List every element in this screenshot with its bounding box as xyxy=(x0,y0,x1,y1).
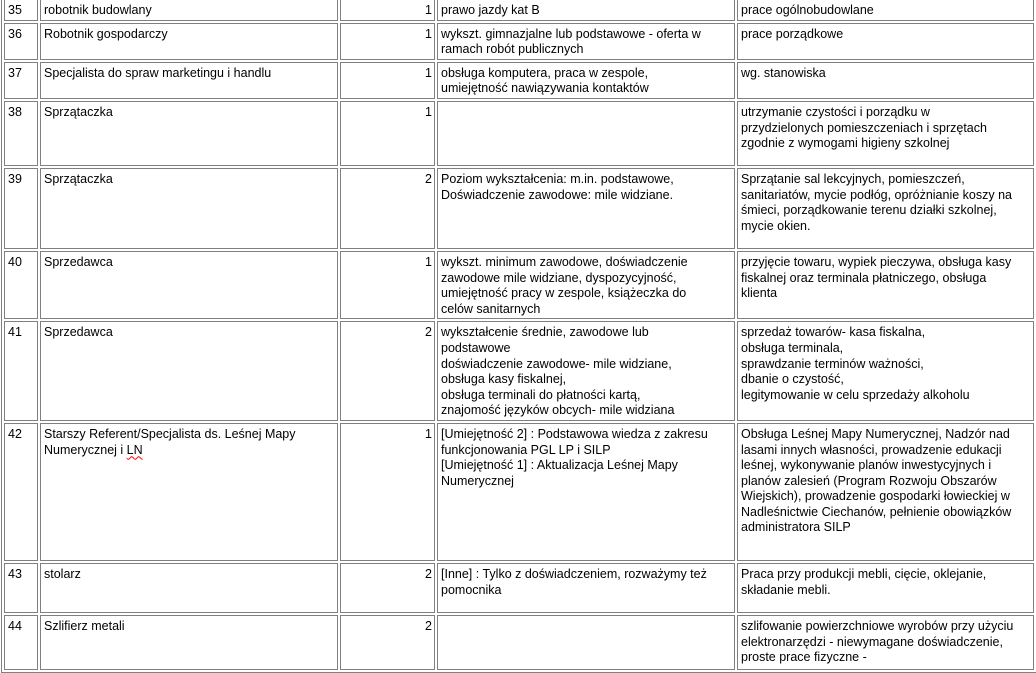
duties-line: śmieci, porządkowanie terenu działki szkolnej, xyxy=(741,203,997,218)
row-number-cell: 43 xyxy=(4,563,38,613)
table-row xyxy=(4,0,1034,21)
requirements-cell xyxy=(437,168,735,249)
duties-line: administratora SILP xyxy=(741,520,851,535)
position-line: robotnik budowlany xyxy=(44,3,152,17)
requirements-line: Numerycznej xyxy=(441,473,514,488)
requirements-line: obsługa kasy fiskalnej, xyxy=(441,372,567,387)
row-number-cell: 44 xyxy=(4,615,38,670)
position-cell xyxy=(40,62,338,99)
duties-line: obsługa terminala, xyxy=(741,340,844,355)
duties-line: Nadleśnictwie Ciechanów, pełnienie obowiązków xyxy=(741,504,1012,519)
table-row xyxy=(4,168,1034,249)
requirements-line: umiejętność pracy w zespole, książeczka do xyxy=(441,286,687,301)
duties-cell xyxy=(737,62,1034,99)
position-line: stolarz xyxy=(44,566,81,581)
position-cell xyxy=(40,423,338,561)
vacancy-count-cell: 1 xyxy=(340,251,435,319)
vacancy-count-cell: 1 xyxy=(340,23,435,60)
position-line: Sprzedawca xyxy=(44,325,113,340)
requirements-cell xyxy=(437,615,735,670)
requirements-cell xyxy=(437,423,735,561)
position-line: Robotnik gospodarczy xyxy=(44,26,168,41)
duties-line: przyjęcie towaru, wypiek pieczywa, obsługa kasy xyxy=(741,254,1012,269)
duties-line: planów zalesień (Program Rozwoju Obszarów xyxy=(741,473,997,488)
duties-line: zgodnie z wymogami higieny szkolnej xyxy=(741,136,950,151)
duties-line: leśnej, wykonywanie planów inwestycyjnych i xyxy=(741,458,992,473)
row-number-cell: 41 xyxy=(4,321,38,421)
requirements-line: [Inne] : Tylko z doświadczeniem, rozważymy też xyxy=(441,566,707,581)
requirements-cell xyxy=(437,101,735,166)
job-offers-body xyxy=(4,0,1034,670)
duties-line: prace ogólnobudowlane xyxy=(741,3,874,17)
requirements-cell xyxy=(437,0,735,21)
vacancy-count-cell: 2 xyxy=(340,321,435,421)
duties-line: fiskalnej oraz terminala płatniczego, obsługa xyxy=(741,270,987,285)
requirements-cell xyxy=(437,321,735,421)
position-line: Sprzedawca xyxy=(44,254,113,269)
duties-line: Wiejskich), prowadzenie gospodarki łowieckiej w xyxy=(741,489,1010,504)
duties-line: proste prace fizyczne - xyxy=(741,650,867,665)
row-number-cell: 37 xyxy=(4,62,38,99)
requirements-line: [Umiejętność 2] : Podstawowa wiedza z zakresu xyxy=(441,426,708,441)
requirements-line: doświadczenie zawodowe- mile widziane, xyxy=(441,356,672,371)
table-row xyxy=(4,62,1034,99)
position-cell xyxy=(40,615,338,670)
position-line: Numerycznej i LN xyxy=(44,442,143,457)
duties-line: Sprzątanie sal lekcyjnych, pomieszczeń, xyxy=(741,171,965,186)
vacancy-count-cell: 1 xyxy=(340,101,435,166)
position-line: Sprzątaczka xyxy=(44,104,113,119)
requirements-line: pomocnika xyxy=(441,582,502,597)
table-row xyxy=(4,563,1034,613)
row-number-cell: 42 xyxy=(4,423,38,561)
duties-line: Praca przy produkcji mebli, cięcie, oklejanie, xyxy=(741,566,987,581)
table-row xyxy=(4,423,1034,561)
requirements-line: wykształcenie średnie, zawodowe lub xyxy=(441,325,649,340)
position-cell xyxy=(40,168,338,249)
position-line: Specjalista do spraw marketingu i handlu xyxy=(44,65,272,80)
vacancy-count-cell: 2 xyxy=(340,563,435,613)
requirements-line: podstawowe xyxy=(441,340,511,355)
requirements-line: celów sanitarnych xyxy=(441,301,541,316)
duties-cell xyxy=(737,321,1034,421)
table-row xyxy=(4,615,1034,670)
table-row xyxy=(4,321,1034,421)
spellcheck-marked-word: LN xyxy=(126,442,143,457)
duties-line: prace porządkowe xyxy=(741,26,844,41)
position-line: Starszy Referent/Specjalista ds. Leśnej Mapy xyxy=(44,426,296,441)
vacancy-count-cell: 2 xyxy=(340,615,435,670)
position-line: Szlifierz metali xyxy=(44,618,125,633)
table-row xyxy=(4,101,1034,166)
position-cell xyxy=(40,563,338,613)
requirements-cell xyxy=(437,23,735,60)
duties-line: składanie mebli. xyxy=(741,582,831,597)
duties-line: sprzedaż towarów- kasa fiskalna, xyxy=(741,325,926,340)
position-cell xyxy=(40,0,338,21)
requirements-cell xyxy=(437,563,735,613)
row-number-cell: 38 xyxy=(4,101,38,166)
duties-line: utrzymanie czystości i porządku w xyxy=(741,104,930,119)
vacancy-count-cell: 2 xyxy=(340,168,435,249)
row-number-cell: 36 xyxy=(4,23,38,60)
position-cell xyxy=(40,101,338,166)
duties-line: sprawdzanie terminów ważności, xyxy=(741,356,924,371)
requirements-cell xyxy=(437,251,735,319)
duties-cell xyxy=(737,423,1034,561)
duties-line: wg. stanowiska xyxy=(741,65,826,80)
duties-cell xyxy=(737,101,1034,166)
table-row xyxy=(4,251,1034,319)
duties-line: sanitariatów, mycie podłóg, opróżnianie koszy na xyxy=(741,187,1012,202)
table-row xyxy=(4,23,1034,60)
requirements-line: obsługa terminali do płatności kartą, xyxy=(441,387,641,402)
duties-line: dbanie o czystość, xyxy=(741,372,844,387)
requirements-line: zawodowe mile widziane, dyspozycyjność, xyxy=(441,270,677,285)
row-number-cell: 35 xyxy=(4,0,38,21)
position-line: Sprzątaczka xyxy=(44,171,113,186)
vacancy-count-cell: 1 xyxy=(340,423,435,561)
requirements-line: funkcjonowania PGL LP i SILP xyxy=(441,442,611,457)
requirements-line: obsługa komputera, praca w zespole, xyxy=(441,65,649,80)
duties-line: Obsługa Leśnej Mapy Numerycznej, Nadzór nad xyxy=(741,426,1010,441)
requirements-line: Doświadczenie zawodowe: mile widziane. xyxy=(441,187,674,202)
requirements-line: wykszt. minimum zawodowe, doświadczenie xyxy=(441,254,688,269)
duties-line: klienta xyxy=(741,286,778,301)
position-cell xyxy=(40,251,338,319)
duties-line: legitymowanie w celu sprzedaży alkoholu xyxy=(741,387,970,402)
duties-line: lasami innych własności, prowadzenie edukacji xyxy=(741,442,1002,457)
duties-line: mycie okien. xyxy=(741,218,811,233)
row-number-cell: 39 xyxy=(4,168,38,249)
position-cell xyxy=(40,321,338,421)
requirements-cell xyxy=(437,62,735,99)
duties-cell xyxy=(737,563,1034,613)
duties-cell xyxy=(737,168,1034,249)
duties-cell xyxy=(737,23,1034,60)
vacancy-count-cell: 1 xyxy=(340,62,435,99)
requirements-line: prawo jazdy kat B xyxy=(441,3,540,17)
job-offers-table xyxy=(1,0,1036,673)
requirements-line: znajomość języków obcych- mile widziana xyxy=(441,403,675,418)
duties-cell xyxy=(737,0,1034,21)
duties-line: elektronarzędzi - niewymagane doświadczenie, xyxy=(741,634,1003,649)
vacancy-count-cell: 1 xyxy=(340,0,435,21)
duties-cell xyxy=(737,615,1034,670)
requirements-line: umiejętność nawiązywania kontaktów xyxy=(441,81,649,96)
requirements-line: [Umiejętność 1] : Aktualizacja Leśnej Mapy xyxy=(441,458,678,473)
requirements-line: ramach robót publicznych xyxy=(441,42,584,57)
row-number-cell: 40 xyxy=(4,251,38,319)
requirements-line: wykszt. gimnazjalne lub podstawowe - oferta w xyxy=(441,26,701,41)
requirements-line: Poziom wykształcenia: m.in. podstawowe, xyxy=(441,171,674,186)
duties-line: szlifowanie powierzchniowe wyrobów przy użyciu xyxy=(741,618,1014,633)
duties-cell xyxy=(737,251,1034,319)
position-cell xyxy=(40,23,338,60)
duties-line: przydzielonych pomieszczeniach i sprzętach xyxy=(741,120,987,135)
